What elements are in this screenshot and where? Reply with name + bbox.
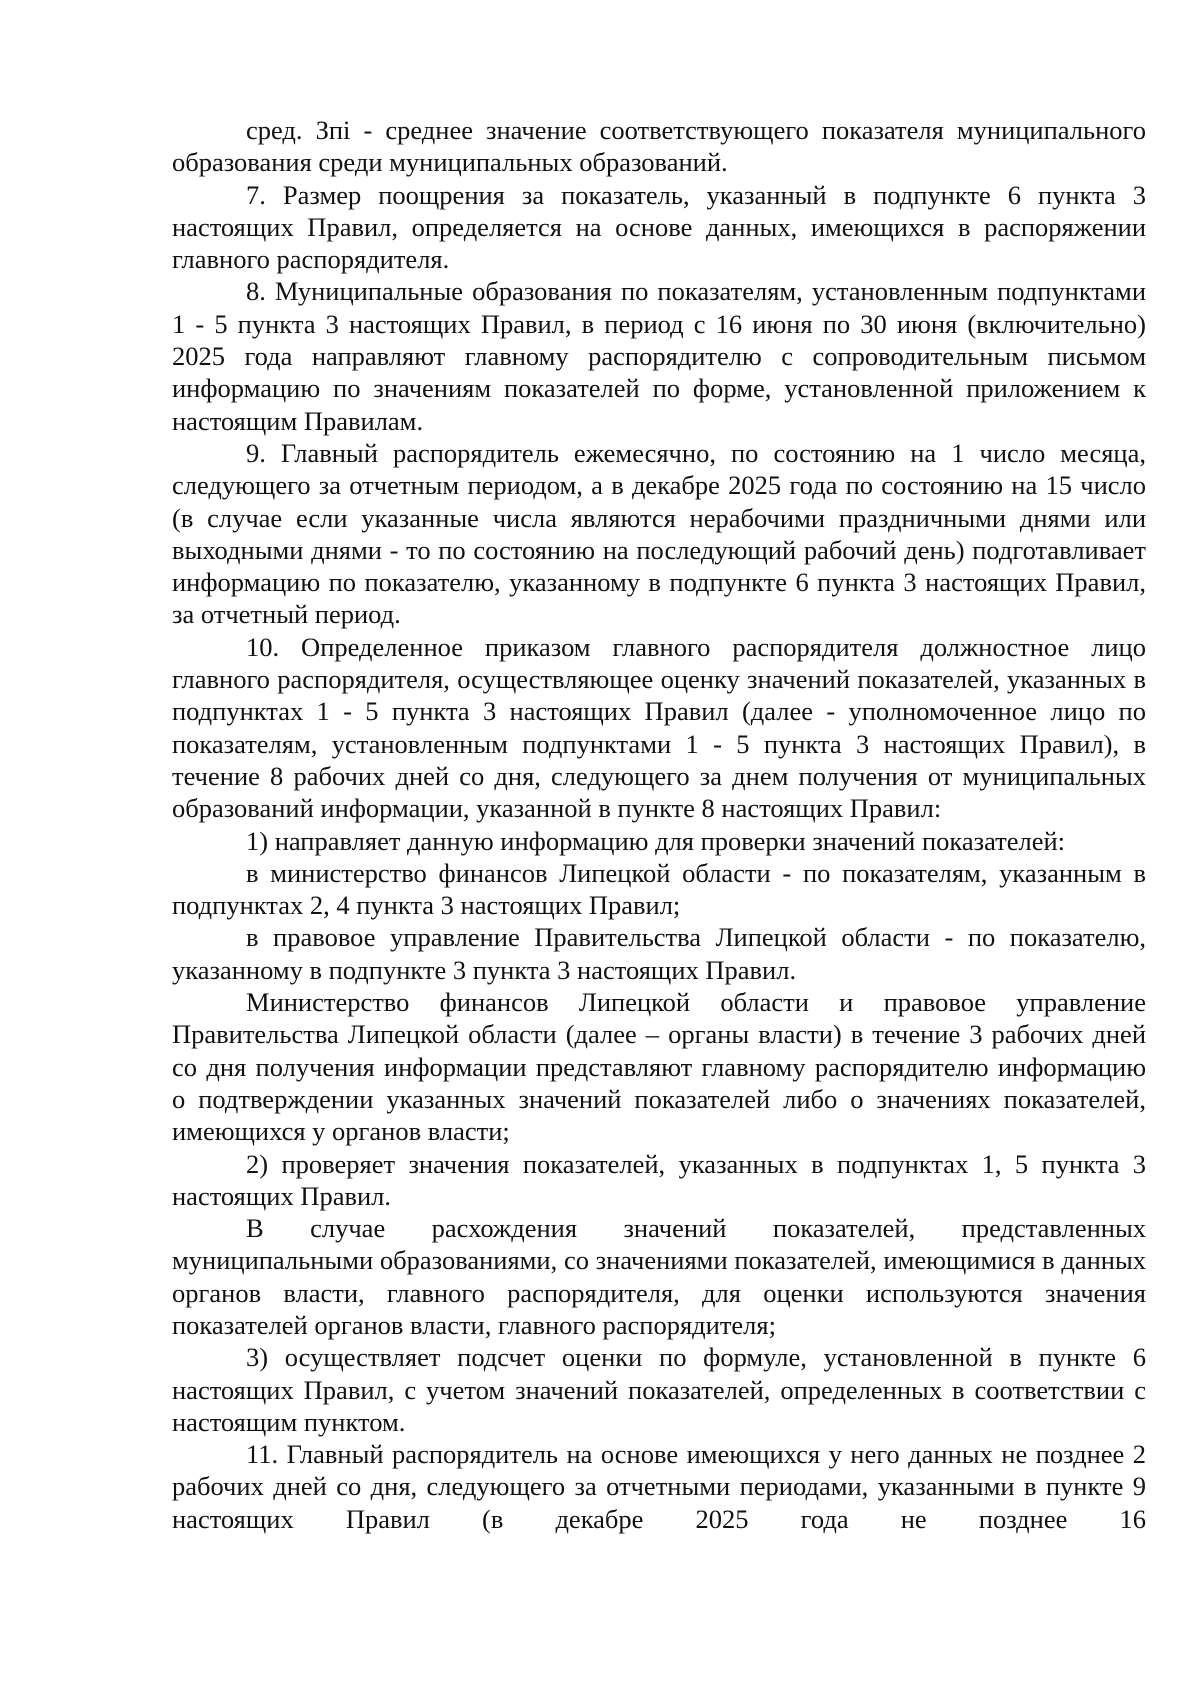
- paragraph-10-subitem-1-legal: в правовое управление Правительства Липецкой области - по показателю, указанному в подпункте 3 пункта 3 настоящих Правил.: [172, 922, 1146, 985]
- paragraph-10-discrepancy: В случае расхождения значений показателей, представленных муниципальными образованиями, со значениями показателей, имеющимися в данных органов власти, главного распорядителя, для оценки используются значения показателей органов власти, главного распорядителя;: [172, 1213, 1146, 1340]
- document-page: [172, 114, 1146, 1535]
- paragraph-10-subitem-1-ministry: в министерство финансов Липецкой области - по показателям, указанным в подпунктах 2, 4 пункта 3 настоящих Правил;: [172, 857, 1146, 921]
- paragraph-7: 7. Размер поощрения за показатель, указанный в подпункте 6 пункта 3 настоящих Правил, определяется на основе данных, имеющихся в распоряжении главного распорядителя.: [172, 179, 1146, 275]
- paragraph-8: 8. Муниципальные образования по показателям, установленным подпунктами 1 - 5 пункта 3 настоящих Правил, в период с 16 июня по 30 июня (включительно) 2025 года направляют главному распорядителю с сопроводительным письмом информацию по значениям показателей по форме, установленной приложением к настоящим Правилам.: [172, 276, 1146, 436]
- paragraph-9: 9. Главный распорядитель ежемесячно, по состоянию на 1 число месяца, следующего за отчетным периодом, а в декабре 2025 года по состоянию на 15 число (в случае если указанные числа являются нерабочими праздничными днями или выходными днями - то по состоянию на последующий рабочий день) подготавливает информацию по показателю, указанному в подпункте 6 пункта 3 настоящих Правил, за отчетный период.: [172, 437, 1146, 630]
- paragraph-10-subitem-1: 1) направляет данную информацию для проверки значений показателей:: [246, 825, 1066, 856]
- paragraph-10: 10. Определенное приказом главного распорядителя должностное лицо главного распорядителя, осуществляющее оценку значений показателей, указанных в подпунктах 1 - 5 пункта 3 настоящих Правил (далее - уполномоченное лицо по показателям, установленным подпунктами 1 - 5 пункта 3 настоящих Правил), в течение 8 рабочих дней со дня, следующего за днем получения от муниципальных образований информации, указанной в пункте 8 настоящих Правил:: [172, 631, 1146, 824]
- paragraph-10-authorities: Министерство финансов Липецкой области и правовое управление Правительства Липецкой области (далее – органы власти) в течение 3 рабочих дней со дня получения информации представляют главному распорядителю информацию о подтверждении указанных значений показателей либо о значениях показателей, имеющихся у органов власти;: [172, 987, 1146, 1147]
- paragraph-11: 11. Главный распорядитель на основе имеющихся у него данных не позднее 2 рабочих дней со дня, следующего за отчетными периодами, указанными в пункте 9 настоящих Правил (в декабре 2025 года не позднее 16: [172, 1439, 1146, 1534]
- paragraph-10-subitem-2: 2) проверяет значения показателей, указанных в подпунктах 1, 5 пункта 3 настоящих Правил.: [172, 1148, 1146, 1211]
- paragraph-avg-indicator: сред. Зпi - среднее значение соответствующего показателя муниципального образования среди муниципальных образований.: [172, 115, 1146, 178]
- paragraph-10-subitem-3: 3) осуществляет подсчет оценки по формуле, установленной в пункте 6 настоящих Правил, с учетом значений показателей, определенных в соответствии с настоящим пунктом.: [172, 1342, 1146, 1437]
